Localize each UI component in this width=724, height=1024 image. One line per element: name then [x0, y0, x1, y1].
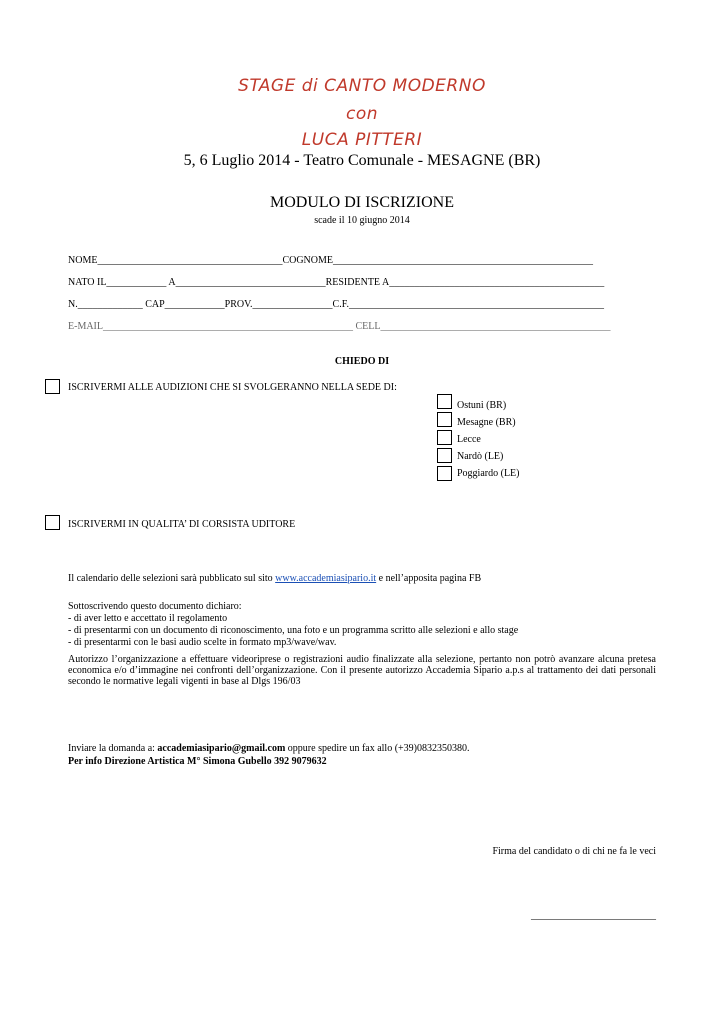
site-label-poggiardo: Poggiardo (LE)	[457, 468, 520, 479]
signature-label: Firma del candidato o di chi ne fa le veci	[492, 846, 656, 857]
website-link[interactable]: www.accademiasipario.it	[275, 573, 377, 584]
auditor-label: ISCRIVERMI IN QUALITA’ DI CORSISTA UDITORE	[68, 519, 296, 530]
site-checkbox-lecce[interactable]	[437, 430, 452, 445]
send-prefix: Inviare la domanda a:	[68, 743, 158, 754]
calendar-text-after: e nell’apposita pagina FB	[376, 573, 482, 584]
form-title: MODULO DI ISCRIZIONE	[270, 194, 454, 211]
authorization-paragraph: Autorizzo l’organizzazione a effettuare videoriprese o registrazioni audio finalizzate alla selezione, pertanto non potrò avanzare alcuna pretesa economica e/o d’immagine nei confronti dell’organizzazione. Con il presente autorizzo Accademia Sipario a.p.s al trattamento dei dati personali secondo le normative legali vigenti in base al Dlgs 196/03	[68, 654, 656, 687]
site-label-mesagne: Mesagne (BR)	[457, 417, 516, 428]
site-label-lecce: Lecce	[457, 434, 481, 445]
send-instructions	[68, 743, 470, 754]
site-checkbox-poggiardo[interactable]	[437, 466, 452, 481]
field-row-birth[interactable]: NATO IL____________ A______________________________RESIDENTE A___________________________________________	[68, 277, 605, 288]
site-label-ostuni: Ostuni (BR)	[457, 400, 507, 411]
calendar-text-before: Il calendario delle selezioni sarà pubblicato sul sito	[68, 573, 276, 584]
site-checkbox-nardo[interactable]	[437, 448, 452, 463]
info-contact: Per info Direzione Artistica M° Simona Gubello 392 9079632	[68, 756, 327, 767]
declaration-item-1: - di aver letto e accettato il regolamento	[68, 613, 228, 624]
site-checkbox-mesagne[interactable]	[437, 412, 452, 427]
stage-title-artist: LUCA PITTERI	[301, 130, 423, 150]
stage-title: STAGE di CANTO MODERNO	[238, 76, 486, 96]
declaration-intro: Sottoscrivendo questo documento dichiaro:	[68, 601, 242, 612]
site-label-nardo: Nardò (LE)	[457, 451, 504, 462]
calendar-note	[68, 573, 481, 584]
auditions-checkbox[interactable]	[45, 379, 60, 394]
send-suffix: oppure spedire un fax allo (+39)0832350380.	[285, 743, 470, 754]
deadline: scade il 10 giugno 2014	[314, 215, 410, 226]
contact-email: accademiasipario@gmail.com	[157, 743, 286, 754]
declaration-item-3: - di presentarmi con le basi audio scelte in formato mp3/wave/wav.	[68, 637, 337, 648]
field-row-address[interactable]: N._____________ CAP____________PROV.________________C.F.___________________________________________________	[68, 299, 604, 310]
site-checkbox-ostuni[interactable]	[437, 394, 452, 409]
auditions-label: ISCRIVERMI ALLE AUDIZIONI CHE SI SVOLGERANNO NELLA SEDE DI:	[68, 382, 397, 393]
auditor-checkbox[interactable]	[45, 515, 60, 530]
field-row-contacts[interactable]: E-MAIL__________________________________________________ CELL______________________________________________	[68, 321, 611, 332]
stage-title-con: con	[345, 104, 379, 124]
declaration-item-2: - di presentarmi con un documento di riconoscimento, una foto e un programma scritto alle selezioni e allo stage	[68, 625, 519, 636]
event-info: 5, 6 Luglio 2014 - Teatro Comunale - MESAGNE (BR)	[183, 152, 541, 169]
signature-line[interactable]: _________________________	[531, 910, 656, 921]
request-heading: CHIEDO DI	[334, 356, 390, 367]
field-row-name[interactable]: NOME_____________________________________COGNOME____________________________________________________	[68, 255, 593, 266]
